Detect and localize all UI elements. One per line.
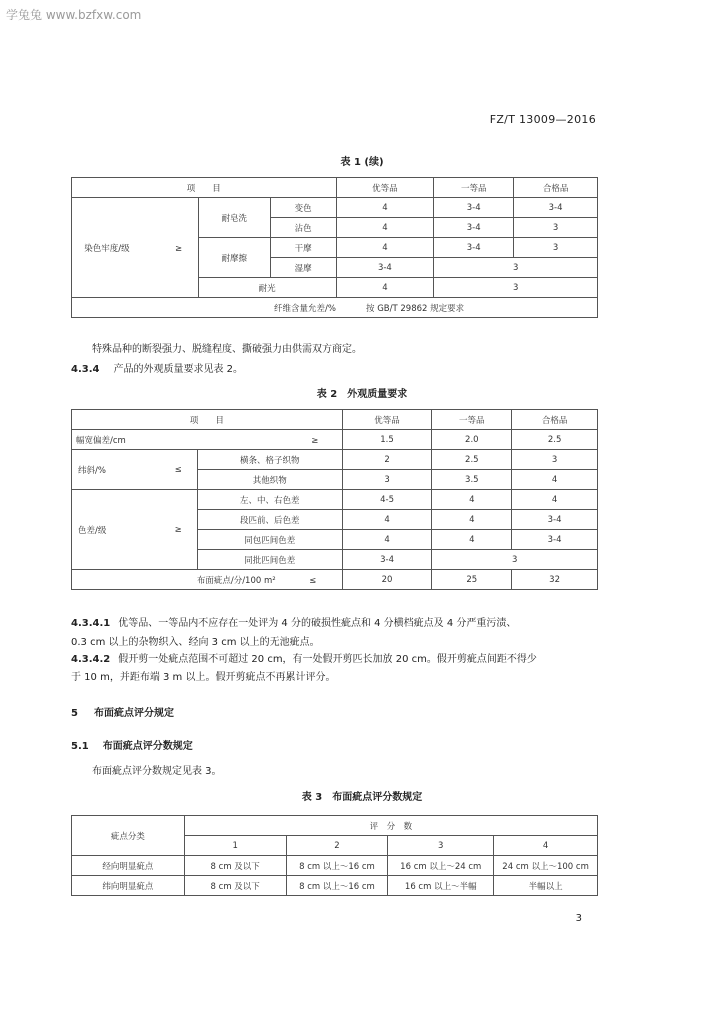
- table2-header-item: 项 目: [72, 410, 343, 430]
- table1-header-item: 项 目: [72, 178, 337, 198]
- table3-cell: 16 cm 以上～半幅: [388, 876, 494, 896]
- table1-header-grade: 一等品: [434, 178, 514, 198]
- table2-skew: 纬斜/%: [72, 450, 160, 490]
- table2-cell: 3.5: [432, 470, 512, 490]
- table3-cell: 16 cm 以上～24 cm: [388, 856, 494, 876]
- table2-cell: 1.5: [342, 430, 432, 450]
- table1-cell: 3-4: [514, 198, 598, 218]
- table1-cell: 4: [336, 218, 434, 238]
- table3-score-col: 1: [184, 836, 286, 856]
- table2-cell: 2.0: [432, 430, 512, 450]
- section-5-1-heading: 5.1 布面疵点评分数规定: [71, 741, 193, 752]
- table1-fiber: 纤维含量允差/%: [72, 298, 337, 318]
- table1-fiber-value: 按 GB/T 29862 规定要求: [336, 298, 598, 318]
- table1-cell: 3-4: [434, 218, 514, 238]
- table3-cell: 8 cm 以上～16 cm: [286, 856, 388, 876]
- table1-header-grade: 优等品: [336, 178, 434, 198]
- table2-cell: 3-4: [342, 550, 432, 570]
- clause-number: 4.3.4.2: [71, 654, 111, 665]
- paragraph-5-1: 布面疵点评分数规定见表 3。: [92, 766, 222, 777]
- table2-cell: 4: [342, 510, 432, 530]
- table3: [71, 815, 598, 896]
- table2-cell: 2.5: [512, 430, 598, 450]
- table1-cell: 3: [434, 258, 598, 278]
- table1-cell: 3: [514, 218, 598, 238]
- table3-score-col: 4: [494, 836, 598, 856]
- table2-cell: 2: [342, 450, 432, 470]
- table3-score-col: 2: [286, 836, 388, 856]
- table2-skew-a: 横条、格子织物: [197, 450, 342, 470]
- table2-cell: 4: [342, 530, 432, 550]
- clause-4-3-4-2-cont: 于 10 m，并距布端 3 m 以上。假开剪疵点不再累计评分。: [71, 672, 336, 683]
- clause-4-3-4-1-cont: 0.3 cm 以上的杂物织入、经向 3 cm 以上的无池疵点。: [71, 637, 320, 648]
- table1-header-grade: 合格品: [514, 178, 598, 198]
- table1-cell: 3: [514, 238, 598, 258]
- page-number: 3: [575, 913, 582, 924]
- table2-color-3: 同包匹间色差: [197, 530, 342, 550]
- clause-4-3-4-2: [71, 650, 537, 665]
- table3-header-score: 评 分 数: [184, 816, 597, 836]
- clause-number: 4.3.4.1: [71, 618, 111, 629]
- table2-header-grade: 一等品: [432, 410, 512, 430]
- table1-cell: 3-4: [434, 238, 514, 258]
- table2-caption: 表 2 外观质量要求: [316, 389, 408, 400]
- table2-header-grade: 合格品: [512, 410, 598, 430]
- section-5-heading: 5 布面疵点评分规定: [71, 708, 174, 719]
- table1-light: 耐光: [198, 278, 336, 298]
- table2-header-grade: 优等品: [342, 410, 432, 430]
- table2-cell: 4: [432, 530, 512, 550]
- clause-text: 产品的外观质量要求见表 2。: [113, 364, 244, 375]
- table3-cell: 8 cm 及以下: [184, 876, 286, 896]
- clause-4-3-4-1: [71, 614, 516, 629]
- table2-cell: 32: [512, 570, 598, 590]
- table2-defects: 布面疵点/分/100 m² ≤: [72, 570, 343, 590]
- le-symbol: ≤: [309, 575, 317, 586]
- table1-cell: 4: [336, 198, 434, 218]
- table2-cell: 4: [432, 490, 512, 510]
- table1-cell: 4: [336, 278, 434, 298]
- clause-number: 4.3.4: [71, 364, 100, 375]
- table3-caption: 表 3 布面疵点评分数规定: [301, 792, 423, 803]
- table1-fade: 变色: [270, 198, 336, 218]
- ge-symbol: ≥: [175, 243, 183, 254]
- table2-cell: 4: [432, 510, 512, 530]
- table1-cell: 3-4: [434, 198, 514, 218]
- table2-cell: 3-4: [512, 510, 598, 530]
- table2-cell: 25: [432, 570, 512, 590]
- le-symbol: ≤: [159, 450, 197, 490]
- table2-cell: 3: [512, 450, 598, 470]
- table2-cell: 3: [432, 550, 598, 570]
- table3-score-col: 3: [388, 836, 494, 856]
- table1-wash: 耐皂洗: [198, 198, 270, 238]
- table2: [71, 409, 598, 590]
- table2-cell: 3: [342, 470, 432, 490]
- clause-text: 假开剪一处疵点范围不可超过 20 cm，有一处假开剪匹长加放 20 cm。假开剪疵点间距不得少: [118, 654, 537, 665]
- clause-text: 优等品、一等品内不应存在一处评为 4 分的破损性疵点和 4 分横档疵点及 4 分严重污渍、: [118, 618, 517, 629]
- table2-width-dev: 幅宽偏差/cm ≥: [72, 430, 343, 450]
- table2-cell: 4: [512, 490, 598, 510]
- table2-cell: 20: [342, 570, 432, 590]
- table3-cell: 8 cm 及以下: [184, 856, 286, 876]
- table2-color-2: 段匹前、后色差: [197, 510, 342, 530]
- table3-row-label: 纬向明显疵点: [72, 876, 185, 896]
- clause-4-3-4: [71, 360, 243, 375]
- table1-caption: 表 1 (续): [340, 157, 384, 168]
- table2-cell: 4: [512, 470, 598, 490]
- paragraph-special: 特殊品种的断裂强力、脱缝程度、撕破强力由供需双方商定。: [92, 344, 362, 355]
- table2-color: 色差/级: [72, 490, 160, 570]
- watermark: 学兔兔 www.bzfxw.com: [6, 8, 142, 22]
- table2-color-1: 左、中、右色差: [197, 490, 342, 510]
- table1-stain: 沾色: [270, 218, 336, 238]
- ge-symbol: ≥: [311, 435, 319, 446]
- table1-cell: 3: [434, 278, 598, 298]
- table1-cell: 4: [336, 238, 434, 258]
- table3-cell: 8 cm 以上～16 cm: [286, 876, 388, 896]
- standard-number: FZ/T 13009—2016: [489, 113, 596, 126]
- table3-header-class: 疵点分类: [72, 816, 185, 856]
- table2-skew-b: 其他织物: [197, 470, 342, 490]
- table2-cell: 3-4: [512, 530, 598, 550]
- table1-cell: 3-4: [336, 258, 434, 278]
- table2-cell: 4-5: [342, 490, 432, 510]
- table2-color-4: 同批匹间色差: [197, 550, 342, 570]
- table1-rub: 耐摩擦: [198, 238, 270, 278]
- ge-symbol: ≥: [159, 490, 197, 570]
- table1-wet: 湿摩: [270, 258, 336, 278]
- table2-cell: 2.5: [432, 450, 512, 470]
- table3-cell: 24 cm 以上～100 cm: [494, 856, 598, 876]
- table1-category: 染色牢度/级 ≥: [72, 198, 199, 298]
- table3-row-label: 经向明显疵点: [72, 856, 185, 876]
- table1-dry: 干摩: [270, 238, 336, 258]
- table3-cell: 半幅以上: [494, 876, 598, 896]
- table1: [71, 177, 598, 318]
